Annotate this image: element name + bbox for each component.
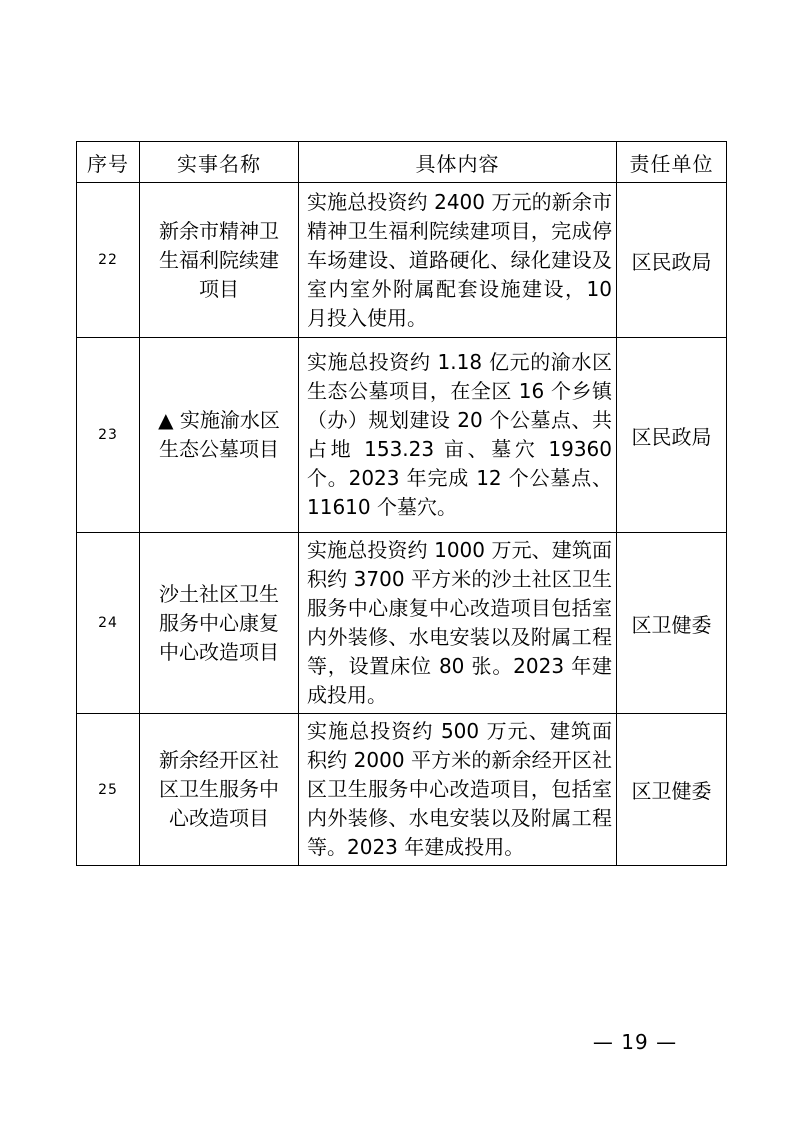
table-row xyxy=(77,183,727,338)
row-content: 实施总投资约 1.18 亿元的渝水区生态公墓项目，在全区 16 个乡镇（办）规划建设 20 个公墓点、共占地 153.23 亩、墓穴 19360 个。2023 年完成 12 个公墓点、11610 个墓穴。 xyxy=(299,338,617,533)
row-unit: 区卫健委 xyxy=(617,714,727,866)
row-unit: 区卫健委 xyxy=(617,533,727,714)
row-unit: 区民政局 xyxy=(617,338,727,533)
projects-table xyxy=(76,141,727,866)
table-header-row xyxy=(77,142,727,183)
row-unit: 区民政局 xyxy=(617,183,727,338)
row-seq: 25 xyxy=(77,714,140,866)
row-name: 新余经开区社区卫生服务中心改造项目 xyxy=(140,714,299,866)
table-row xyxy=(77,533,727,714)
page-number: — 19 — xyxy=(592,1030,678,1054)
row-seq: 22 xyxy=(77,183,140,338)
row-content: 实施总投资约 500 万元、建筑面积约 2000 平方米的新余经开区社区卫生服务中心改造项目，包括室内外装修、水电安装以及附属工程等。2023 年建成投用。 xyxy=(299,714,617,866)
row-seq: 24 xyxy=(77,533,140,714)
table-row xyxy=(77,338,727,533)
header-seq: 序号 xyxy=(77,142,140,183)
table-row xyxy=(77,714,727,866)
row-name: ▲ 实施渝水区生态公墓项目 xyxy=(140,338,299,533)
header-unit: 责任单位 xyxy=(617,142,727,183)
row-content: 实施总投资约 1000 万元、建筑面积约 3700 平方米的沙土社区卫生服务中心康复中心改造项目包括室内外装修、水电安装以及附属工程等，设置床位 80 张。2023 年建成投用。 xyxy=(299,533,617,714)
row-seq: 23 xyxy=(77,338,140,533)
header-name: 实事名称 xyxy=(140,142,299,183)
row-content: 实施总投资约 2400 万元的新余市精神卫生福利院续建项目，完成停车场建设、道路硬化、绿化建设及室内室外附属配套设施建设，10 月投入使用。 xyxy=(299,183,617,338)
row-name: 沙土社区卫生服务中心康复中心改造项目 xyxy=(140,533,299,714)
row-name: 新余市精神卫生福利院续建项目 xyxy=(140,183,299,338)
header-content: 具体内容 xyxy=(299,142,617,183)
